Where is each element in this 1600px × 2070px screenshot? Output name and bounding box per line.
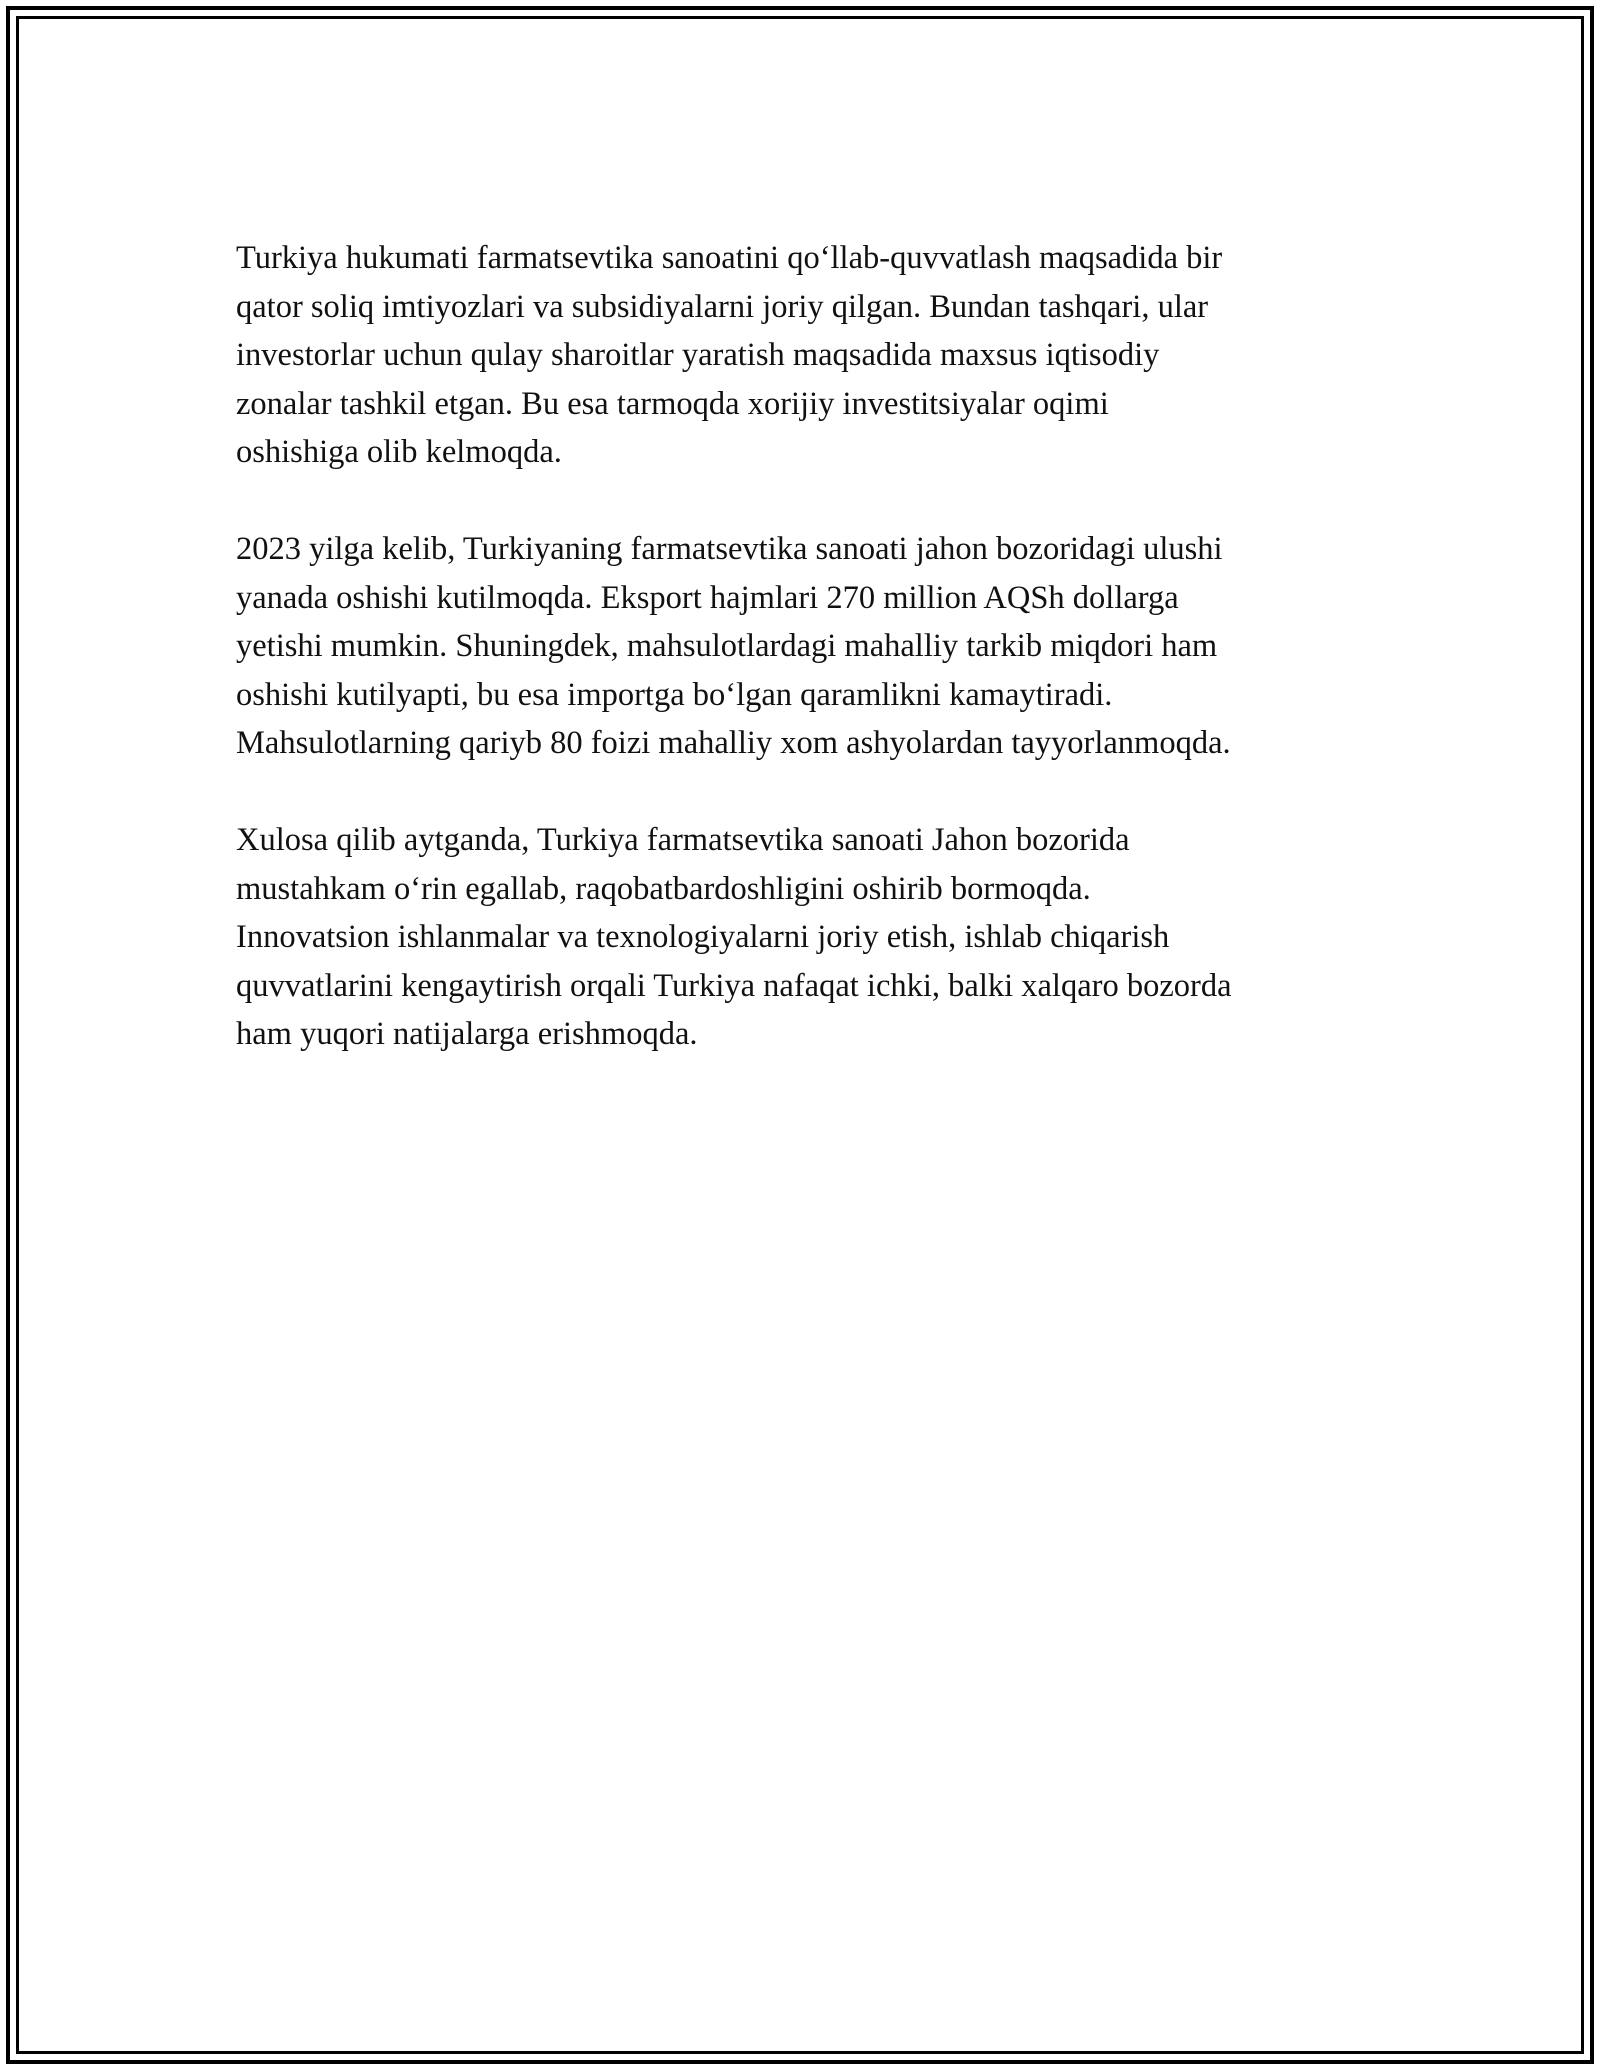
paragraph-conclusion: Xulosa qilib aytganda, Turkiya farmatsevtika sanoati Jahon bozorida mustahkam o‘rin egallab, raqobatbardoshligini oshirib bormoqda. Innovatsion ishlanmalar va texnologiyalarni joriy etish, ishlab chiqarish quvvatlarini kengaytirish orqali Turkiya nafaqat ichki, balki xalqaro bozorda ham yuqori natijalarga erishmoqda. bbox=[236, 822, 1232, 1052]
document-body bbox=[236, 234, 1386, 1107]
paragraph-2023-outlook: 2023 yilga kelib, Turkiyaning farmatsevtika sanoati jahon bozoridagi ulushi yanada oshishi kutilmoqda. Eksport hajmlari 270 million AQSh dollarga yetishi mumkin. Shuningdek, mahsulotlardagi mahalliy tarkib miqdori ham oshishi kutilyapti, bu esa importga bo‘lgan qaramlikni kamaytiradi. Mahsulotlarning qariyb 80 foizi mahalliy xom ashyolardan tayyorlanmoqda. bbox=[236, 531, 1231, 761]
paragraph-government-support: Turkiya hukumati farmatsevtika sanoatini qo‘llab-quvvatlash maqsadida bir qator soliq imtiyozlari va subsidiyalarni joriy qilgan. Bundan tashqari, ular investorlar uchun qulay sharoitlar yaratish maqsadida maxsus iqtisodiy zonalar tashkil etgan. Bu esa tarmoqda xorijiy investitsiyalar oqimi oshishiga olib kelmoqda. bbox=[236, 240, 1223, 470]
